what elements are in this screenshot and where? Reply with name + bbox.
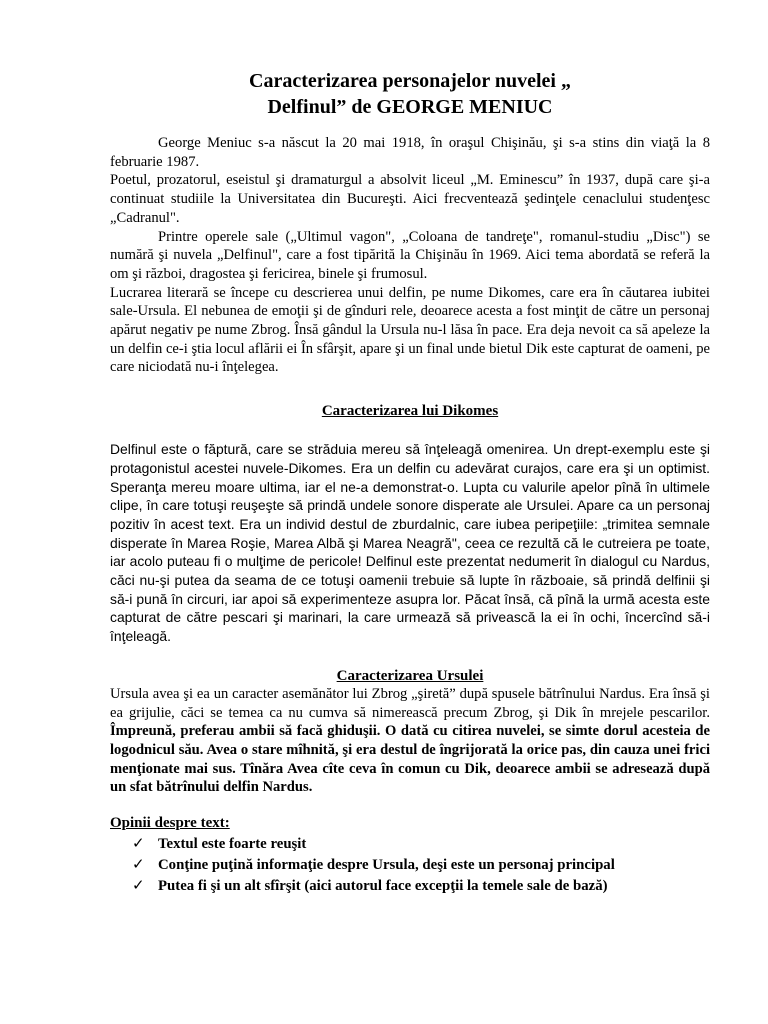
opinion-item	[132, 876, 710, 897]
checkmark-icon: ✓	[132, 878, 145, 895]
intro-paragraph-summary: Lucrarea literară se începe cu descrierea unui delfin, pe nume Dikomes, care era în căutarea iubitei sale-Ursula. El nebunea de emoţii şi de gînduri rele, deoarece acesta a fost minţit de către un personaj apărut negativ pe nume Zbrog. Însă gândul la Ursula nu-l lăsa în pace. Era deja nevoit ca să apeleze la un delfin ce-i ştia locul aflării ei În sfârşit, apare şi un final unde bietul Dik este capturat de oameni, pe care niciodată nu-i înţelegea.	[110, 284, 710, 376]
ursula-text-normal: Ursula avea şi ea un caracter asemănător lui Zbrog „şiretă” după spusele bătrînului Nardus. Era însă şi ea grijulie, căci se temea ca nu cumva să nimerească precum Zbrog, şi Dik în mrejele pescarilor.	[110, 685, 710, 721]
intro-paragraph-works: Printre operele sale („Ultimul vagon", „Coloana de tandreţe", romanul-studiu „Disc") se numără şi nuvela „Delfinul", care a fost tipărită la Chişinău în 1969. Aici tema abordată se referă la om şi război, dragostea şi fericirea, binele şi frumosul.	[110, 228, 710, 282]
opinions-list	[110, 834, 710, 897]
ursula-paragraph	[110, 685, 710, 797]
opinions-heading: Opinii despre text:	[110, 815, 230, 832]
opinion-item-text: Putea fi şi un alt sfîrşit (aici autorul face excepţii la temele sale de bază)	[158, 878, 608, 895]
intro-paragraph-education: Poetul, prozatorul, eseistul şi dramaturgul a absolvit liceul „M. Eminescu” în 1937, după care şi-a continuat studiile la Universitatea din Bucureşti. Aici frecventează şedinţele cenaclului studenţesc „Cadranul".	[110, 172, 710, 226]
intro-paragraph-birth: George Meniuc s-a născut la 20 mai 1918, în oraşul Chişinău, şi s-a stins din viaţă la 8 februarie 1987.	[110, 135, 710, 170]
title-line-1: Caracterizarea personajelor nuvelei „	[249, 70, 571, 92]
opinion-item	[132, 834, 710, 855]
checkmark-icon: ✓	[132, 857, 145, 874]
document-title	[110, 68, 710, 120]
checkmark-icon: ✓	[132, 836, 145, 853]
section-heading-dikomes: Caracterizarea lui Dikomes	[321, 403, 499, 420]
dikomes-paragraph: Delfinul este o făptură, care se străduia mereu să înţeleagă omenirea. Un drept-exemplu este şi protagonistul acestei nuvele-Dikomes. Era un delfin cu adevărat curajos, care era şi un optimist. Speranţa mereu moare ultima, iar el ne-a demonstrat-o. Lupta cu valurile apelor pînă în ultimele clipe, în care totuşi reuşeşte să prindă undele sonore disperate ale Ursulei. Apare ca un personaj pozitiv în acest text. Era un individ destul de zburdalnic, care iubea peripeţiile: „trimitea semnale disperate în Marea Roşie, Marea Albă şi Marea Neagră", ceea ce rezultă că le cutreiera pe toate, iar acolo puteau fi o mulţime de pericole! Delfinul este prezentat nedumerit în dialogul cu Nardus, căci nu-şi putea da seama de ce totuşi oamenii trebuie să lupte în războaie, să prindă delfinii şi să-i pună în circuri, iar apoi să experimenteze asupra lor. Păcat însă, că pînă la urmă acesta este capturat de către pescari şi marinari, la care urmează să privească la ei în ochi, încercînd să-i înţeleagă.	[110, 441, 710, 645]
opinion-item	[132, 855, 710, 876]
opinion-item-text: Textul este foarte reuşit	[158, 836, 307, 853]
title-line-2: Delfinul” de GEORGE MENIUC	[267, 96, 553, 118]
ursula-text-bold: Împreună, preferau ambii să facă ghiduşii. O dată cu citirea nuvelei, se simte dorul acesteia de logodnicul său. Avea o stare mîhnită, şi era destul de îngrijorată la orice pas, din cauza unei frici menţionate mai sus. Tînăra Avea cîte ceva în comun cu Dik, deoarece ambii se adresează după un sfat bătrînului delfin Nardus.	[110, 723, 710, 796]
section-heading-ursula: Caracterizarea Ursulei	[336, 667, 484, 684]
opinion-item-text: Conţine puţină informaţie despre Ursula, deşi este un personaj principal	[158, 857, 615, 874]
